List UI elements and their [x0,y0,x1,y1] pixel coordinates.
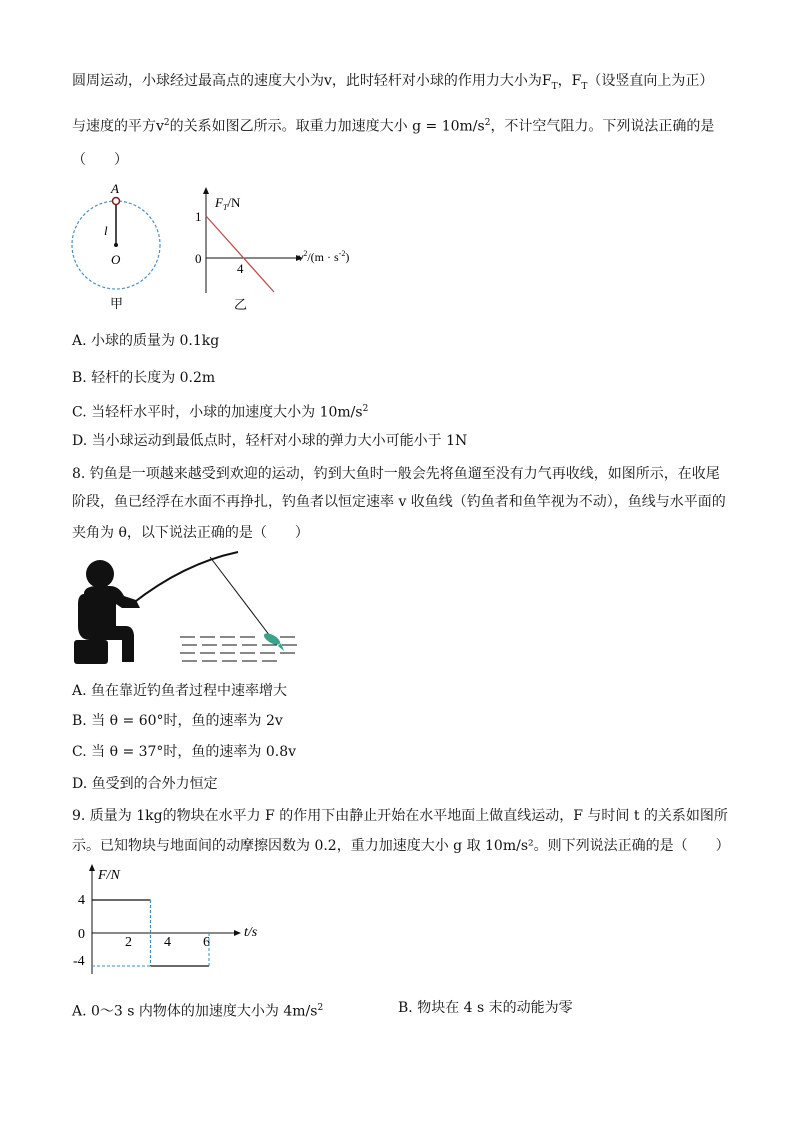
q8-line-1: 8. 钓鱼是一项越来越受到欢迎的运动，钓到大鱼时一般会先将鱼遛至没有力气再收线，如图所示，在收尾 [72,466,720,482]
fish-icon [262,631,284,651]
q9-option-a: A. 0～3 s 内物体的加速度大小为 $4m/s^2$ [72,1003,324,1020]
y-tick-1: 1 [195,209,202,224]
figure-fisherman [70,548,310,668]
q7-line-1: 圆周运动，小球经过最高点的速度大小为v，此时轻杆对小球的作用力大小为$F_T$，$F_T$（设竖直向上为正） [72,73,714,92]
origin-0: 0 [195,251,202,266]
label-A: A [111,181,119,196]
pivot [114,243,118,247]
q8-option-a: A. 鱼在靠近钓鱼者过程中速率增大 [72,683,288,699]
q8-option-d: D. 鱼受到的合外力恒定 [72,776,218,792]
y-arrow [89,864,95,871]
y-tick-4: 4 [78,893,85,908]
ylabel: F/N [98,868,120,883]
x-tick-4: 4 [237,261,244,276]
figure-ft-graph [190,185,370,315]
fishing-rod [132,552,238,604]
xlabel: $v^2/(m \cdot s^{-2})$ [298,249,350,264]
label-O: O [111,252,121,267]
ft-step-chart [70,862,270,982]
fisherman-icon [74,560,140,664]
q8-option-c: C. 当 θ = 37°时，鱼的速率为 0.8v [72,744,297,760]
x-arrow [234,930,241,936]
label-l: l [104,223,108,238]
q9-line-2: 示。已知物块与地面间的动摩擦因数为 0.2，重力加速度大小 g 取 10m/s²。则下列说法正确的是（ ） [72,838,730,854]
x-tick-2: 2 [125,935,132,950]
q8-line-3: 夹角为 θ，以下说法正确的是（ ） [72,525,309,541]
y-tick-neg4: -4 [73,954,85,969]
q7-paren: （ ） [72,152,128,168]
q7-line-2: 与速度的平方$v^2$的关系如图乙所示。取重力加速度大小 $g = 10m/s^2$，不计空气阻力。下列说法正确的是 [72,118,715,135]
q7-option-a: A. 小球的质量为 0.1kg [72,333,220,349]
ball [113,198,120,205]
x-tick-6: 6 [203,935,210,950]
q7-option-d: D. 当小球运动到最低点时，轻杆对小球的弹力大小可能小于 1N [72,433,468,449]
caption-jia: 甲 [110,296,124,311]
q9-option-b: B. 物块在 4 s 末的动能为零 [398,1000,573,1016]
caption-yi: 乙 [234,297,248,312]
figure-circle [66,180,166,320]
x-tick-4: 4 [164,935,171,950]
y-tick-0: 0 [78,927,85,942]
fishing-line [210,557,270,636]
xlabel: t/s [244,925,258,940]
q7-option-c: C. 当轻杆水平时，小球的加速度大小为 $10m/s^2$ [72,404,369,421]
ylabel: $F_T/N$ [215,195,241,212]
y-arrow [203,187,209,194]
q8-option-b: B. 当 θ = 60°时，鱼的速率为 2v [72,713,283,729]
q9-line-1: 9. 质量为 1kg的物块在水平力 F 的作用下由静止开始在水平地面上做直线运动，F 与时间 t 的关系如图所 [72,808,728,824]
q7-option-b: B. 轻杆的长度为 0.2m [72,370,216,386]
q8-line-2: 阶段，鱼已经浮在水面不再挣扎，钓鱼者以恒定速率 v 收鱼线（钓鱼者和鱼竿视为不动），鱼线与水平面的 [72,494,726,510]
ft-line [206,216,274,292]
